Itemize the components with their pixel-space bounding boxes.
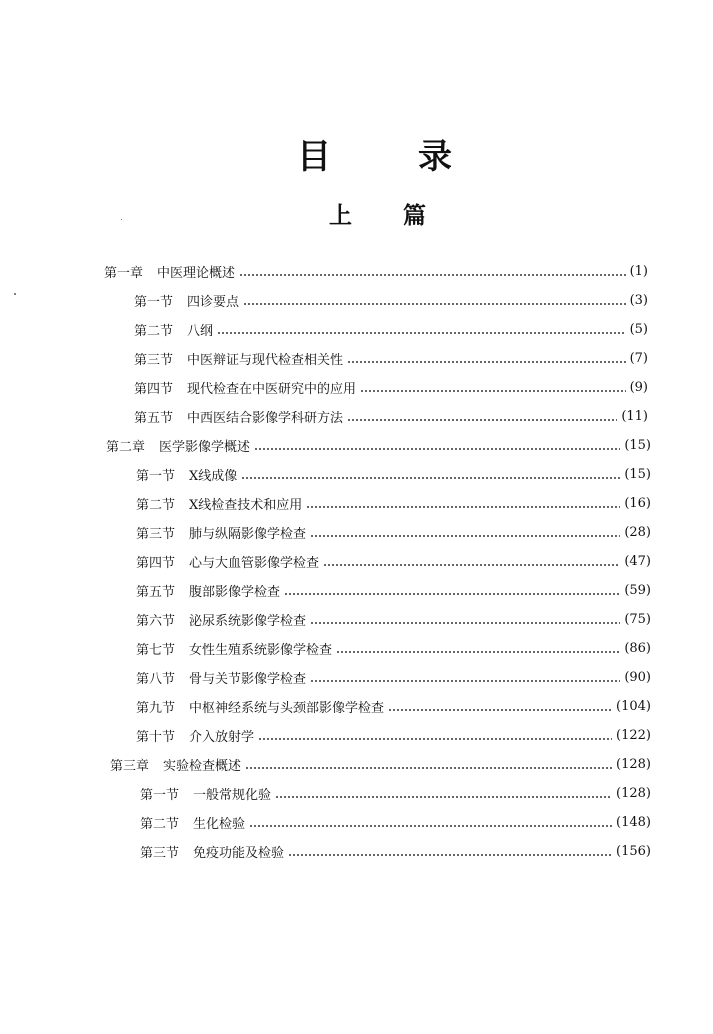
- page-number: (15): [624, 437, 651, 453]
- chapter-title: 实验检查概述: [163, 758, 242, 774]
- dot-leader: [275, 796, 612, 798]
- page-number: (5): [629, 321, 648, 337]
- toc-section-row: [140, 809, 651, 835]
- section-number: 第四节: [134, 381, 174, 397]
- dot-leader: [388, 709, 612, 711]
- section-title: 四诊要点: [187, 294, 240, 310]
- toc-chapter-row: [104, 258, 648, 284]
- page-number: (75): [624, 611, 651, 627]
- section-number: 第二节: [140, 816, 180, 832]
- page-number: (128): [616, 756, 651, 772]
- dot-leader: [347, 361, 626, 363]
- section-number: 第三节: [136, 526, 176, 542]
- toc-section-row: [136, 693, 651, 719]
- toc-section-row: [136, 606, 651, 632]
- toc-section-row: [134, 287, 648, 313]
- section-title: 中西医结合影像学科研方法: [187, 410, 344, 426]
- section-number: 第一节: [140, 787, 180, 803]
- section-title: 骨与关节影像学检查: [189, 671, 307, 687]
- page-number: (156): [616, 843, 651, 859]
- toc-section-row: [136, 461, 651, 487]
- section-title: 中枢神经系统与头颈部影像学检查: [189, 700, 385, 716]
- dot-leader: [347, 419, 617, 421]
- page-number: (59): [624, 582, 651, 598]
- toc-section-row: [136, 722, 651, 748]
- section-title: 中医辩证与现代检查相关性: [187, 352, 344, 368]
- chapter-title: 医学影像学概述: [159, 439, 251, 455]
- dot-leader: [336, 651, 620, 653]
- toc-section-row: [140, 838, 651, 864]
- section-number: 第八节: [136, 671, 176, 687]
- toc-title: [0, 132, 713, 182]
- dot-leader: [239, 274, 626, 276]
- toc-section-row: [134, 374, 648, 400]
- dot-leader: [241, 477, 620, 479]
- toc-section-row: [136, 548, 651, 574]
- dot-leader: [288, 854, 612, 856]
- dot-leader: [243, 303, 626, 305]
- section-number: 第四节: [136, 555, 176, 571]
- section-title: 女性生殖系统影像学检查: [189, 642, 333, 658]
- section-title: 介入放射学: [189, 729, 255, 745]
- page-number: (47): [624, 553, 651, 569]
- page-number: (122): [616, 727, 651, 743]
- dot-leader: [217, 332, 626, 334]
- section-title: 一般常规化验: [193, 787, 272, 803]
- toc-section-row: [140, 780, 651, 806]
- chapter-number: 第三章: [110, 758, 150, 774]
- page-number: (148): [616, 814, 651, 830]
- dot-leader: [310, 680, 620, 682]
- dot-leader: [310, 535, 620, 537]
- section-title: 现代检查在中医研究中的应用: [187, 381, 357, 397]
- page-number: (86): [624, 640, 651, 656]
- part-heading-left: 上: [329, 203, 352, 229]
- section-title: 八纲: [187, 323, 214, 339]
- section-number: 第一节: [136, 468, 176, 484]
- section-title: X线检查技术和应用: [189, 497, 303, 513]
- toc-chapter-row: [106, 432, 651, 458]
- dot-leader: [310, 622, 620, 624]
- toc-section-row: [136, 664, 651, 690]
- section-title: 肺与纵隔影像学检查: [189, 526, 307, 542]
- section-number: 第六节: [136, 613, 176, 629]
- page-number: (28): [624, 524, 651, 540]
- section-number: 第二节: [136, 497, 176, 513]
- section-title: 腹部影像学检查: [189, 584, 281, 600]
- dot-leader: [245, 767, 612, 769]
- page-number: (9): [629, 379, 648, 395]
- section-number: 第五节: [136, 584, 176, 600]
- toc-section-row: [134, 316, 648, 342]
- dot-leader: [306, 506, 620, 508]
- toc-section-row: [134, 403, 648, 429]
- page-number: (1): [629, 263, 648, 279]
- page-number: (90): [624, 669, 651, 685]
- page-number: (128): [616, 785, 651, 801]
- chapter-title: 中医理论概述: [157, 265, 236, 281]
- section-title: 生化检验: [193, 816, 246, 832]
- section-number: 第七节: [136, 642, 176, 658]
- toc-section-row: [136, 577, 651, 603]
- chapter-number: 第一章: [104, 265, 144, 281]
- section-title: 免疫功能及检验: [193, 845, 285, 861]
- page-number: (15): [624, 466, 651, 482]
- dot-leader: [258, 738, 612, 740]
- dot-leader: [249, 825, 612, 827]
- part-heading-right: 篇: [403, 203, 426, 229]
- page-number: (16): [624, 495, 651, 511]
- page-number: (7): [629, 350, 648, 366]
- toc-chapter-row: [110, 751, 651, 777]
- section-number: 第九节: [136, 700, 176, 716]
- dot-leader: [360, 390, 626, 392]
- dot-leader: [254, 448, 620, 450]
- toc-title-right: 录: [418, 137, 452, 177]
- chapter-number: 第二章: [106, 439, 146, 455]
- section-number: 第三节: [140, 845, 180, 861]
- scan-speck: [14, 293, 16, 295]
- page-number: (104): [616, 698, 651, 714]
- page-number: (3): [629, 292, 648, 308]
- toc-section-row: [136, 490, 651, 516]
- scan-speck: [121, 219, 122, 220]
- section-title: 泌尿系统影像学检查: [189, 613, 307, 629]
- section-number: 第十节: [136, 729, 176, 745]
- toc-section-row: [136, 635, 651, 661]
- dot-leader: [323, 564, 620, 566]
- toc-title-left: 目: [297, 137, 331, 177]
- section-number: 第五节: [134, 410, 174, 426]
- toc-section-row: [136, 519, 651, 545]
- section-title: X线成像: [189, 468, 238, 484]
- toc-section-row: [134, 345, 648, 371]
- part-heading: [0, 196, 713, 236]
- section-number: 第三节: [134, 352, 174, 368]
- section-number: 第一节: [134, 294, 174, 310]
- section-title: 心与大血管影像学检查: [189, 555, 320, 571]
- page-number: (11): [621, 408, 648, 424]
- dot-leader: [284, 593, 620, 595]
- section-number: 第二节: [134, 323, 174, 339]
